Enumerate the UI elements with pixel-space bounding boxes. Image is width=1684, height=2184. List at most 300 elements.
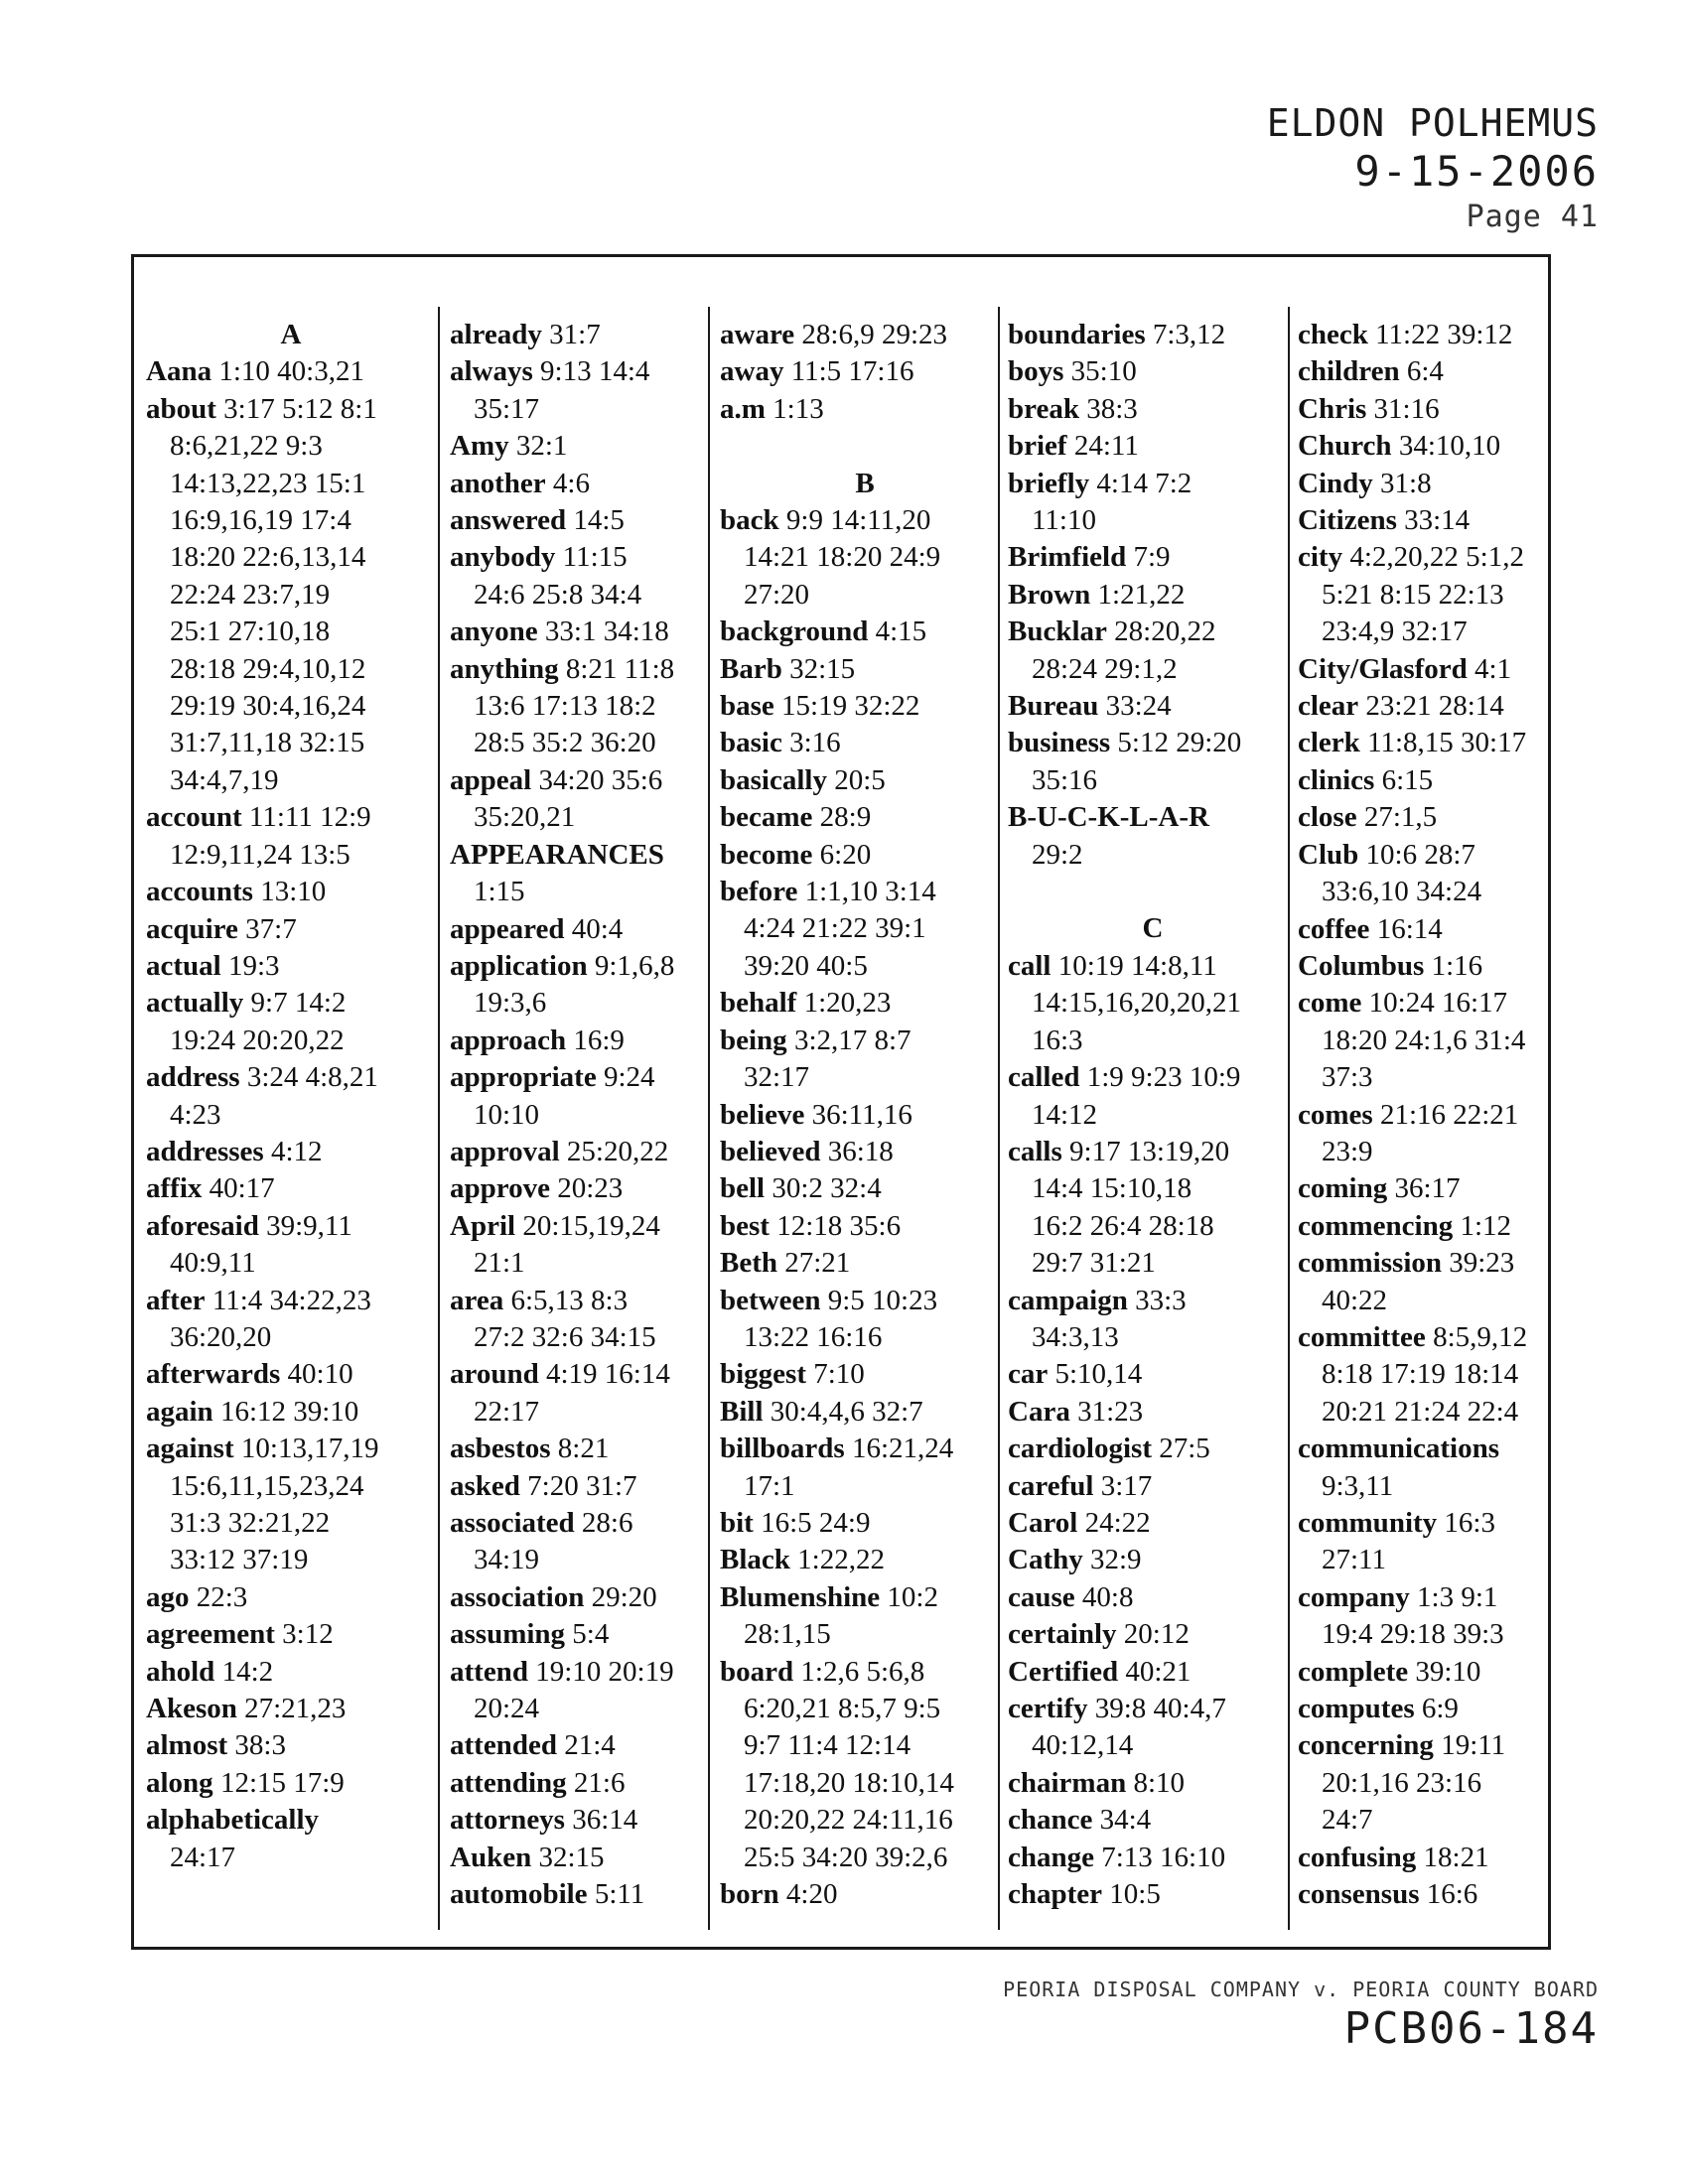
index-word: before bbox=[720, 876, 798, 908]
index-continuation: 37:3 bbox=[1322, 1061, 1373, 1094]
index-word: approval bbox=[450, 1135, 560, 1167]
index-references: 33:14 bbox=[1396, 504, 1471, 537]
index-word: clerk bbox=[1298, 727, 1360, 759]
index-word: clinics bbox=[1298, 763, 1375, 796]
index-references: 8:21 bbox=[550, 1433, 610, 1465]
index-continuation: 24:6 25:8 34:4 bbox=[474, 578, 642, 611]
index-entry bbox=[720, 985, 1010, 1022]
index-continuation: 5:21 8:15 22:13 bbox=[1322, 578, 1504, 611]
index-entry bbox=[450, 762, 740, 799]
index-entry bbox=[1008, 539, 1298, 576]
index-references: 24:22 bbox=[1077, 1506, 1151, 1539]
index-references: 11:15 bbox=[555, 541, 628, 574]
index-entry bbox=[146, 1765, 436, 1802]
index-word: asked bbox=[450, 1469, 520, 1502]
index-continuation: 19:24 20:20,22 bbox=[170, 1024, 345, 1056]
index-entry bbox=[720, 1245, 1010, 1282]
index-word: associated bbox=[450, 1507, 575, 1539]
index-references: 3:2,17 8:7 bbox=[786, 1024, 912, 1056]
index-entry bbox=[1298, 1170, 1588, 1207]
index-entry bbox=[450, 1802, 740, 1839]
index-references: 36:11,16 bbox=[804, 1098, 912, 1131]
index-entry bbox=[450, 1023, 740, 1059]
index-word: coming bbox=[1298, 1172, 1388, 1205]
index-entry bbox=[1298, 1319, 1588, 1356]
index-entry bbox=[146, 1059, 436, 1096]
index-word: aware bbox=[720, 319, 795, 350]
index-references: 1:12 bbox=[1453, 1209, 1512, 1242]
index-references: 8:5,9,12 bbox=[1425, 1320, 1528, 1353]
index-entry bbox=[146, 1170, 436, 1207]
index-entry bbox=[720, 1542, 1010, 1578]
index-entry bbox=[450, 614, 740, 650]
index-references: 11:22 39:12 bbox=[1367, 319, 1513, 350]
index-entry bbox=[450, 1765, 740, 1802]
index-entry bbox=[450, 1356, 740, 1393]
index-entry bbox=[1298, 428, 1588, 465]
index-word: computes bbox=[1298, 1693, 1415, 1725]
index-references: 9:24 bbox=[596, 1061, 655, 1094]
index-references: 3:17 5:12 8:1 bbox=[215, 392, 377, 425]
index-entry bbox=[1298, 837, 1588, 874]
index-entry bbox=[720, 725, 1010, 761]
index-references: 34:10,10 bbox=[1391, 430, 1501, 463]
index-entry bbox=[1298, 1876, 1588, 1913]
index-references: 9:5 10:23 bbox=[820, 1284, 938, 1316]
index-references: 34:20 35:6 bbox=[531, 763, 663, 796]
index-word: certify bbox=[1008, 1693, 1088, 1725]
index-word: calls bbox=[1008, 1135, 1062, 1167]
index-references: 20:5 bbox=[826, 763, 886, 796]
index-entry bbox=[450, 1616, 740, 1653]
index-references: 31:16 bbox=[1366, 392, 1440, 425]
index-references: 31:7 bbox=[541, 319, 601, 350]
index-word: basic bbox=[720, 727, 782, 759]
index-entry bbox=[720, 1579, 1010, 1616]
index-entry bbox=[1298, 466, 1588, 502]
index-entry bbox=[720, 317, 1010, 353]
index-entry bbox=[1298, 317, 1588, 353]
index-word: after bbox=[146, 1284, 206, 1316]
index-word: approach bbox=[450, 1024, 567, 1056]
index-entry bbox=[146, 1802, 436, 1839]
index-word: approve bbox=[450, 1172, 550, 1205]
index-entry bbox=[1008, 353, 1298, 390]
index-word: background bbox=[720, 615, 869, 648]
index-word: biggest bbox=[720, 1358, 806, 1391]
index-word: break bbox=[1008, 392, 1079, 425]
index-entry bbox=[720, 502, 1010, 539]
index-continuation: 36:20,20 bbox=[170, 1320, 272, 1353]
index-references: 33:1 34:18 bbox=[537, 615, 669, 648]
index-word: Black bbox=[720, 1544, 790, 1576]
index-continuation: 40:9,11 bbox=[170, 1247, 256, 1280]
index-continuation: 33:6,10 34:24 bbox=[1322, 876, 1482, 908]
index-entry bbox=[1298, 725, 1588, 761]
index-entry bbox=[720, 1170, 1010, 1207]
index-references: 3:24 4:8,21 bbox=[239, 1061, 378, 1094]
index-references: 7:3,12 bbox=[1145, 319, 1226, 350]
index-references: 27:21,23 bbox=[236, 1693, 347, 1725]
index-references: 10:13,17,19 bbox=[233, 1433, 379, 1465]
index-word: a.m bbox=[720, 392, 766, 425]
index-word: business bbox=[1008, 727, 1111, 759]
index-word: Chris bbox=[1298, 392, 1367, 425]
index-continuation: 20:21 21:24 22:4 bbox=[1322, 1395, 1519, 1428]
index-word: attending bbox=[450, 1766, 567, 1799]
index-references: 32:1 bbox=[508, 430, 568, 463]
index-entry bbox=[1008, 577, 1298, 614]
index-entry bbox=[1298, 1727, 1588, 1764]
index-references: 30:2 32:4 bbox=[765, 1172, 882, 1205]
index-word: Bucklar bbox=[1008, 615, 1107, 648]
index-word: actual bbox=[146, 949, 221, 982]
index-continuation: 4:23 bbox=[170, 1098, 221, 1131]
index-entry bbox=[1008, 725, 1298, 761]
index-entry bbox=[1008, 1059, 1298, 1096]
index-entry bbox=[1298, 985, 1588, 1022]
index-word: asbestos bbox=[450, 1433, 551, 1465]
index-entry bbox=[146, 985, 436, 1022]
index-word: billboards bbox=[720, 1433, 845, 1465]
index-word: commission bbox=[1298, 1247, 1442, 1280]
index-word: Akeson bbox=[146, 1693, 237, 1725]
index-references: 9:9 14:11,20 bbox=[778, 504, 931, 537]
index-references: 27:5 bbox=[1152, 1433, 1210, 1465]
column-divider bbox=[708, 307, 710, 1930]
index-word: Amy bbox=[450, 430, 509, 463]
index-references: 35:10 bbox=[1063, 355, 1137, 388]
index-references: 16:12 39:10 bbox=[212, 1395, 359, 1428]
index-references: 28:20,22 bbox=[1106, 615, 1216, 648]
index-entry bbox=[1008, 1765, 1298, 1802]
index-references: 39:9,11 bbox=[258, 1209, 352, 1242]
index-word: association bbox=[450, 1580, 585, 1613]
index-entry bbox=[1298, 539, 1588, 576]
index-column-1 bbox=[146, 317, 436, 1876]
index-word: against bbox=[146, 1433, 234, 1465]
index-entry bbox=[1298, 1505, 1588, 1542]
index-entry bbox=[720, 353, 1010, 390]
index-references: 9:17 13:19,20 bbox=[1061, 1135, 1230, 1167]
index-continuation: 19:3,6 bbox=[474, 987, 547, 1020]
index-continuation: 9:7 11:4 12:14 bbox=[744, 1729, 912, 1762]
page-header bbox=[1267, 99, 1599, 238]
index-entry bbox=[1008, 1616, 1298, 1653]
index-word: application bbox=[450, 949, 588, 982]
index-entry bbox=[146, 874, 436, 910]
index-word: car bbox=[1008, 1358, 1049, 1391]
index-entry bbox=[720, 1134, 1010, 1170]
index-word: comes bbox=[1298, 1098, 1373, 1131]
deponent-name: ELDON POLHEMUS bbox=[1266, 101, 1599, 145]
index-word: city bbox=[1298, 541, 1343, 574]
index-references: 22:3 bbox=[189, 1580, 248, 1613]
index-references: 3:16 bbox=[781, 727, 841, 759]
index-continuation: 19:4 29:18 39:3 bbox=[1322, 1618, 1504, 1651]
index-references: 10:5 bbox=[1102, 1878, 1161, 1911]
index-continuation: 22:24 23:7,19 bbox=[170, 578, 331, 611]
index-entry bbox=[720, 614, 1010, 650]
index-word: about bbox=[146, 392, 216, 425]
index-word: come bbox=[1298, 987, 1362, 1020]
index-word: being bbox=[720, 1024, 787, 1056]
index-references: 40:8 bbox=[1074, 1580, 1134, 1613]
index-continuation: 13:6 17:13 18:2 bbox=[474, 690, 656, 723]
index-word: check bbox=[1298, 319, 1368, 350]
index-word: Certified bbox=[1008, 1655, 1119, 1688]
index-word: City/Glasford bbox=[1298, 652, 1468, 685]
index-references: 18:21 bbox=[1416, 1841, 1489, 1873]
index-entry bbox=[1298, 391, 1588, 428]
index-references: 15:19 32:22 bbox=[773, 690, 920, 723]
index-word: addresses bbox=[146, 1135, 264, 1167]
word-index-box bbox=[131, 254, 1551, 1950]
index-entry bbox=[146, 1691, 436, 1727]
index-continuation: 24:7 bbox=[1322, 1804, 1373, 1837]
index-word: accounts bbox=[146, 876, 253, 908]
index-entry bbox=[720, 874, 1010, 910]
index-continuation: 16:9,16,19 17:4 bbox=[170, 504, 351, 537]
column-divider bbox=[998, 307, 1000, 1930]
index-references: 16:9 bbox=[566, 1024, 625, 1056]
index-references: 32:9 bbox=[1082, 1544, 1142, 1576]
index-word: Bill bbox=[720, 1395, 764, 1428]
index-word: cardiologist bbox=[1008, 1433, 1152, 1465]
index-word: behalf bbox=[720, 987, 797, 1020]
index-references: 36:18 bbox=[820, 1135, 894, 1167]
index-references: 4:15 bbox=[868, 615, 927, 648]
index-entry bbox=[1008, 1876, 1298, 1913]
index-references: 36:17 bbox=[1387, 1172, 1461, 1205]
index-continuation: 15:6,11,15,23,24 bbox=[170, 1469, 364, 1502]
index-continuation: 6:20,21 8:5,7 9:5 bbox=[744, 1693, 941, 1725]
index-word: already bbox=[450, 319, 542, 350]
index-references: 36:14 bbox=[564, 1804, 638, 1837]
index-references: 6:5,13 8:3 bbox=[503, 1284, 629, 1316]
index-word: company bbox=[1298, 1580, 1410, 1613]
index-references: 10:6 28:7 bbox=[1358, 838, 1475, 871]
index-references: 30:4,4,6 32:7 bbox=[763, 1395, 923, 1428]
index-references: 40:17 bbox=[202, 1172, 275, 1205]
index-word: Cindy bbox=[1298, 467, 1373, 499]
index-entry bbox=[450, 1059, 740, 1096]
index-word: aforesaid bbox=[146, 1209, 259, 1242]
index-entry bbox=[450, 317, 740, 353]
blank-line bbox=[720, 428, 1010, 465]
index-references: 1:9 9:23 10:9 bbox=[1079, 1061, 1241, 1094]
index-references: 1:3 9:1 bbox=[1409, 1580, 1498, 1613]
index-entry bbox=[1008, 1840, 1298, 1876]
index-continuation: 29:2 bbox=[1032, 838, 1083, 871]
index-word: careful bbox=[1008, 1469, 1094, 1502]
index-continuation: 14:13,22,23 15:1 bbox=[170, 467, 366, 499]
index-references: 3:12 bbox=[274, 1618, 334, 1651]
index-continuation: 28:5 35:2 36:20 bbox=[474, 727, 656, 759]
index-word: ahold bbox=[146, 1655, 215, 1688]
index-word: cause bbox=[1008, 1580, 1075, 1613]
index-entry bbox=[1008, 614, 1298, 650]
index-entry bbox=[720, 762, 1010, 799]
index-word: bit bbox=[720, 1506, 754, 1539]
index-entry bbox=[1298, 1097, 1588, 1134]
index-references: 4:2,20,22 5:1,2 bbox=[1342, 541, 1524, 574]
index-entry bbox=[146, 1283, 436, 1319]
index-entry bbox=[1008, 688, 1298, 725]
index-entry bbox=[1008, 1431, 1298, 1467]
column-divider bbox=[438, 307, 440, 1930]
index-continuation: 14:4 15:10,18 bbox=[1032, 1172, 1193, 1205]
index-continuation: 29:7 31:21 bbox=[1032, 1247, 1156, 1280]
page-number: Page 41 bbox=[1466, 200, 1599, 234]
index-entry bbox=[1298, 799, 1588, 836]
index-references: 16:6 bbox=[1419, 1878, 1478, 1911]
index-continuation: 32:17 bbox=[744, 1061, 810, 1094]
index-references: 33:24 bbox=[1098, 690, 1172, 723]
index-references: 7:9 bbox=[1126, 541, 1171, 574]
index-entry bbox=[450, 428, 740, 465]
index-word: Cara bbox=[1008, 1395, 1070, 1428]
index-word: close bbox=[1298, 801, 1357, 834]
index-word: always bbox=[450, 355, 533, 388]
index-word: another bbox=[450, 467, 546, 499]
index-references: 31:8 bbox=[1372, 467, 1432, 499]
index-continuation: 34:19 bbox=[474, 1544, 540, 1576]
index-references: 9:13 14:4 bbox=[532, 355, 650, 388]
index-entry bbox=[720, 1505, 1010, 1542]
index-word: Brimfield bbox=[1008, 541, 1127, 574]
index-references: 10:19 14:8,11 bbox=[1051, 949, 1217, 982]
index-entry bbox=[720, 799, 1010, 836]
index-entry bbox=[450, 1505, 740, 1542]
index-references: 20:23 bbox=[549, 1172, 624, 1205]
index-continuation: 17:18,20 18:10,14 bbox=[744, 1766, 954, 1799]
index-continuation: 14:12 bbox=[1032, 1098, 1098, 1131]
index-word: Club bbox=[1298, 838, 1359, 871]
index-continuation: 21:1 bbox=[474, 1247, 525, 1280]
index-word: affix bbox=[146, 1172, 203, 1205]
index-word: back bbox=[720, 504, 779, 537]
index-references: 4:6 bbox=[545, 467, 590, 499]
index-word: brief bbox=[1008, 430, 1067, 463]
deposition-date: 9-15-2006 bbox=[1354, 147, 1599, 196]
index-word: Church bbox=[1298, 430, 1392, 463]
index-word: afterwards bbox=[146, 1358, 281, 1391]
index-references: 5:10,14 bbox=[1048, 1358, 1143, 1391]
index-word: Citizens bbox=[1298, 504, 1397, 537]
index-continuation: 29:19 30:4,16,24 bbox=[170, 690, 366, 723]
index-entry bbox=[146, 1394, 436, 1431]
index-word: B-U-C-K-L-A-R bbox=[1008, 801, 1209, 834]
index-continuation: 27:11 bbox=[1322, 1544, 1386, 1576]
index-references: 39:8 40:4,7 bbox=[1087, 1693, 1226, 1725]
index-references: 39:10 bbox=[1408, 1655, 1481, 1688]
index-references: 32:15 bbox=[531, 1841, 605, 1873]
index-word: born bbox=[720, 1878, 779, 1911]
index-entry bbox=[450, 1876, 740, 1913]
index-references: 1:16 bbox=[1424, 949, 1483, 982]
index-references: 4:14 7:2 bbox=[1089, 467, 1193, 499]
index-references: 20:12 bbox=[1116, 1618, 1190, 1651]
index-references: 12:18 35:6 bbox=[769, 1209, 902, 1242]
index-entry bbox=[1298, 688, 1588, 725]
index-word: Cathy bbox=[1008, 1544, 1083, 1576]
index-references: 4:1 bbox=[1467, 652, 1512, 685]
index-references: 1:1,10 3:14 bbox=[797, 876, 936, 908]
index-references: 11:11 12:9 bbox=[241, 801, 371, 834]
index-word: Bureau bbox=[1008, 690, 1099, 723]
index-entry bbox=[1298, 1579, 1588, 1616]
index-references: 11:8,15 30:17 bbox=[1359, 727, 1527, 759]
page-footer bbox=[1003, 1976, 1599, 2055]
section-letter: C bbox=[1142, 912, 1164, 945]
index-word: call bbox=[1008, 949, 1052, 982]
index-continuation: 10:10 bbox=[474, 1098, 540, 1131]
index-word: anyone bbox=[450, 615, 538, 648]
index-word: anybody bbox=[450, 541, 556, 574]
index-continuation: 40:22 bbox=[1322, 1284, 1388, 1316]
index-entry bbox=[720, 1097, 1010, 1134]
index-references: 6:15 bbox=[1374, 763, 1434, 796]
index-entry bbox=[1008, 948, 1298, 985]
index-references: 7:13 16:10 bbox=[1094, 1841, 1226, 1873]
index-entry bbox=[450, 1727, 740, 1764]
index-references: 10:24 16:17 bbox=[1361, 987, 1508, 1020]
index-entry bbox=[1298, 762, 1588, 799]
index-word: Auken bbox=[450, 1841, 532, 1873]
index-references: 16:5 24:9 bbox=[753, 1506, 871, 1539]
index-references: 40:4 bbox=[564, 912, 624, 945]
index-references: 40:10 bbox=[280, 1358, 353, 1391]
index-references: 1:22,22 bbox=[789, 1544, 885, 1576]
index-word: boys bbox=[1008, 355, 1064, 388]
index-entry bbox=[146, 1654, 436, 1691]
index-word: area bbox=[450, 1284, 504, 1316]
index-entry bbox=[1008, 1542, 1298, 1578]
index-references: 7:10 bbox=[806, 1358, 865, 1391]
index-word: appeal bbox=[450, 763, 532, 796]
index-word: appeared bbox=[450, 912, 565, 945]
index-entry bbox=[146, 1208, 436, 1245]
index-entry bbox=[450, 1283, 740, 1319]
index-entry bbox=[1298, 1208, 1588, 1245]
index-references: 4:20 bbox=[778, 1878, 838, 1911]
index-continuation: 8:6,21,22 9:3 bbox=[170, 430, 323, 463]
index-entry bbox=[1298, 1691, 1588, 1727]
index-word: change bbox=[1008, 1841, 1094, 1873]
index-continuation: 28:18 29:4,10,12 bbox=[170, 652, 366, 685]
index-word: campaign bbox=[1008, 1284, 1128, 1316]
index-entry bbox=[146, 1616, 436, 1653]
index-references: 27:1,5 bbox=[1356, 801, 1438, 834]
index-entry bbox=[720, 651, 1010, 688]
index-references: 1:2,6 5:6,8 bbox=[793, 1655, 925, 1688]
index-word: base bbox=[720, 690, 774, 723]
index-references: 12:15 17:9 bbox=[212, 1766, 345, 1799]
index-word: automobile bbox=[450, 1878, 588, 1911]
index-entry bbox=[450, 1468, 740, 1505]
index-word: community bbox=[1298, 1507, 1438, 1539]
index-continuation: 35:16 bbox=[1032, 763, 1098, 796]
index-column-3 bbox=[720, 317, 1010, 1913]
index-word: believe bbox=[720, 1098, 805, 1131]
index-column-4 bbox=[1008, 317, 1298, 1913]
index-word: chance bbox=[1008, 1804, 1093, 1837]
index-references: 6:9 bbox=[1414, 1693, 1459, 1725]
index-references: 9:7 14:2 bbox=[243, 987, 347, 1020]
index-references: 39:23 bbox=[1442, 1247, 1515, 1280]
index-entry bbox=[1008, 466, 1298, 502]
